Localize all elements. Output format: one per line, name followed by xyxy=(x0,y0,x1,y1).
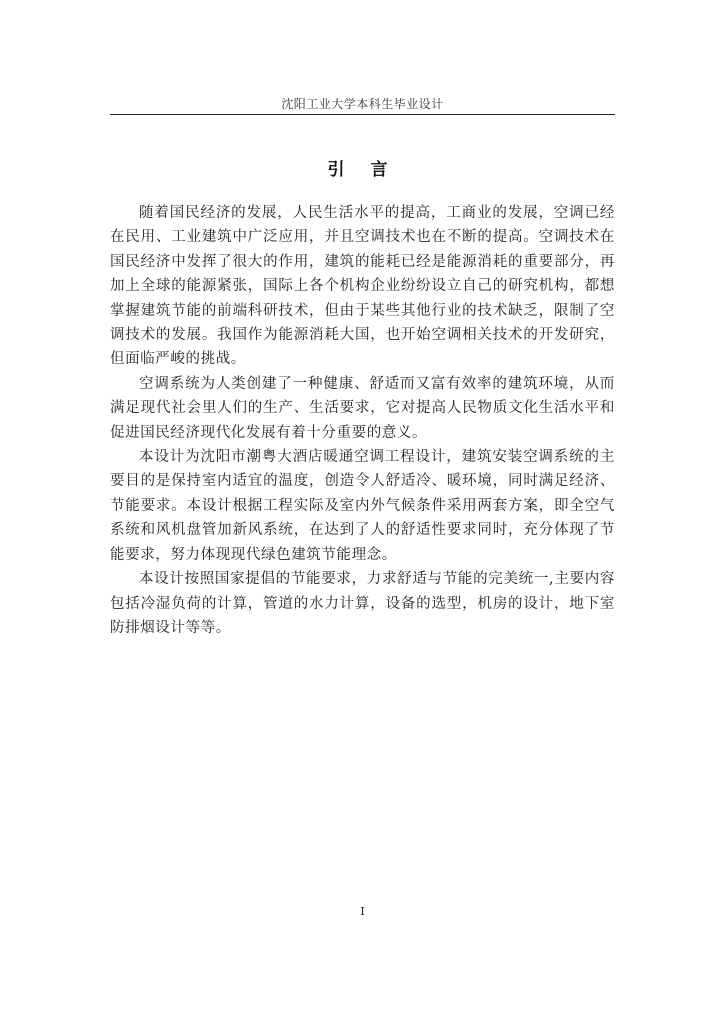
page-number: I xyxy=(360,905,365,918)
running-header: 沈阳工业大学本科生毕业设计 xyxy=(281,97,444,111)
section-title: 引 言 xyxy=(327,160,398,180)
paragraph: 随着国民经济的发展，人民生活水平的提高，工商业的发展，空调已经在民用、工业建筑中广泛应用，并且空调技术也在不断的提高。空调技术在国民经济中发挥了很大的作用，建筑的能耗已经是能源消耗的重要部分，再加上全球的能源紧张，国际上各个机构企业纷纷设立自己的研究机构，都想掌握建筑节能的前端科研技术，但由于某些其他行业的技术缺乏，限制了空调技术的发展。我国作为能源消耗大国，也开始空调相关技术的开发研究，但面临严峻的挑战。 xyxy=(110,205,615,368)
header-rule xyxy=(110,114,615,115)
paragraph: 本设计为沈阳市潮粤大酒店暖通空调工程设计，建筑安装空调系统的主要目的是保持室内适宜的温度，创造令人舒适冷、暖环境，同时满足经济、节能要求。本设计根据工程实际及室内外气候条件采用两套方案，即全空气系统和风机盘管加新风系统，在达到了人的舒适性要求同时，充分体现了节能要求，努力体现现代绿色建筑节能理念。 xyxy=(110,449,615,563)
body-text xyxy=(110,201,615,640)
paragraph: 空调系统为人类创建了一种健康、舒适而又富有效率的建筑环境，从而满足现代社会里人们的生产、生活要求，它对提高人民物质文化生活水平和促进国民经济现代化发展有着十分重要的意义。 xyxy=(110,375,615,441)
paragraph: 本设计按照国家提倡的节能要求，力求舒适与节能的完美统一,主要内容包括冷湿负荷的计算，管道的水力计算，设备的选型，机房的设计，地下室防排烟设计等等。 xyxy=(110,571,615,636)
